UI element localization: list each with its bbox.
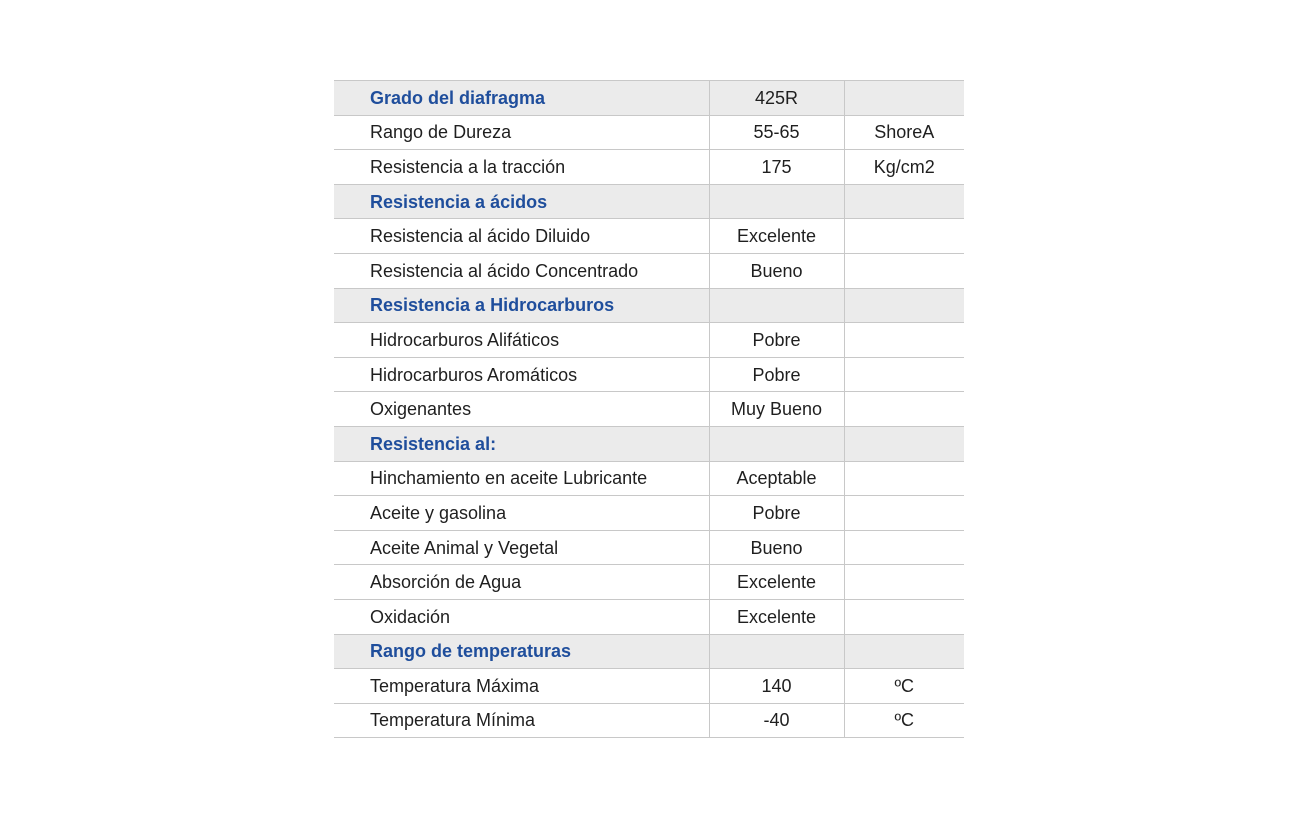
table-row [334,530,964,565]
section-title: Resistencia al: [334,426,709,461]
property-name: Aceite Animal y Vegetal [334,530,709,565]
section-header-row [334,81,964,116]
property-value: Excelente [709,565,844,600]
section-header-row [334,426,964,461]
property-unit [844,530,964,565]
property-name: Hinchamiento en aceite Lubricante [334,461,709,496]
property-unit: ShoreA [844,115,964,150]
property-value [709,288,844,323]
property-name: Resistencia al ácido Diluido [334,219,709,254]
property-name: Oxigenantes [334,392,709,427]
property-unit [844,599,964,634]
property-value: Bueno [709,253,844,288]
property-unit [844,253,964,288]
table-row [334,461,964,496]
property-name: Hidrocarburos Alifáticos [334,323,709,358]
table-row [334,703,964,738]
property-value: -40 [709,703,844,738]
table-row [334,496,964,531]
property-name: Resistencia al ácido Concentrado [334,253,709,288]
table-row [334,115,964,150]
section-header-row [334,184,964,219]
property-unit [844,323,964,358]
section-title: Resistencia a ácidos [334,184,709,219]
property-unit [844,392,964,427]
section-title: Grado del diafragma [334,81,709,116]
property-value: Muy Bueno [709,392,844,427]
property-value: 175 [709,150,844,185]
property-unit: ºC [844,669,964,704]
property-value [709,634,844,669]
property-value: Pobre [709,496,844,531]
property-name: Aceite y gasolina [334,496,709,531]
property-unit [844,634,964,669]
property-value [709,426,844,461]
property-value: 425R [709,81,844,116]
section-header-row [334,288,964,323]
property-value: Excelente [709,219,844,254]
property-name: Hidrocarburos Aromáticos [334,357,709,392]
property-value: 55-65 [709,115,844,150]
table-row [334,253,964,288]
property-unit [844,357,964,392]
property-unit [844,426,964,461]
table-row [334,150,964,185]
property-value: Aceptable [709,461,844,496]
property-name: Resistencia a la tracción [334,150,709,185]
property-name: Rango de Dureza [334,115,709,150]
spec-table-body [334,81,964,738]
table-row [334,669,964,704]
property-unit [844,184,964,219]
table-row [334,357,964,392]
section-header-row [334,634,964,669]
table-row [334,392,964,427]
property-value: Pobre [709,357,844,392]
property-unit [844,81,964,116]
property-unit: Kg/cm2 [844,150,964,185]
property-unit [844,496,964,531]
spec-table [334,80,964,738]
table-row [334,565,964,600]
property-name: Temperatura Mínima [334,703,709,738]
property-unit [844,461,964,496]
property-value: Bueno [709,530,844,565]
property-name: Temperatura Máxima [334,669,709,704]
property-value: Pobre [709,323,844,358]
property-unit: ºC [844,703,964,738]
property-value [709,184,844,219]
table-row [334,323,964,358]
property-unit [844,288,964,323]
table-row [334,219,964,254]
property-unit [844,565,964,600]
property-unit [844,219,964,254]
property-name: Absorción de Agua [334,565,709,600]
property-value: Excelente [709,599,844,634]
section-title: Resistencia a Hidrocarburos [334,288,709,323]
property-name: Oxidación [334,599,709,634]
section-title: Rango de temperaturas [334,634,709,669]
table-row [334,599,964,634]
property-value: 140 [709,669,844,704]
